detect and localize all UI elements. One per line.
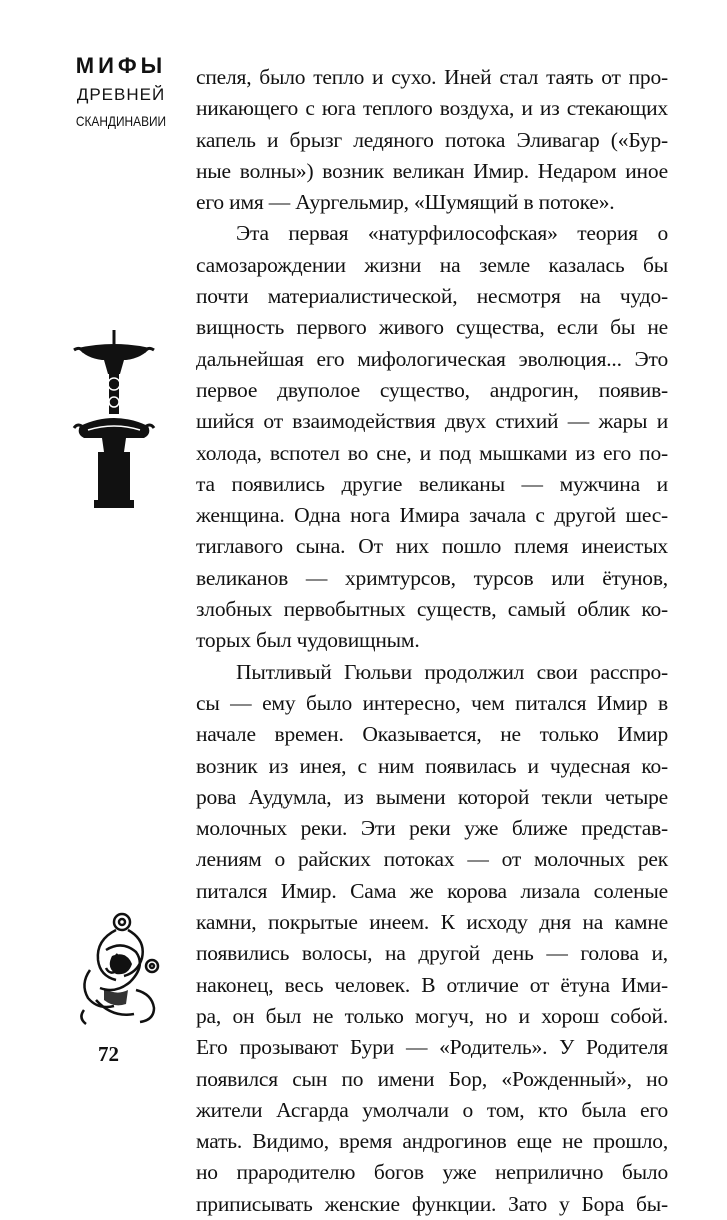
- text-line: вищность первого живого существа, если бы не: [196, 315, 668, 340]
- text-line: но прародителю богов уже неприлично было: [196, 1160, 668, 1185]
- text-line: его имя — Аургельмир, «Шумящий в потоке».: [196, 190, 615, 215]
- text-line: жители Асгарда умолчали о том, кто была его: [196, 1097, 668, 1122]
- page-number: 72: [98, 1042, 119, 1066]
- body-text: [196, 62, 668, 1220]
- text-line: появился сын по имени Бор, «Рожденный», но: [196, 1066, 668, 1091]
- text-line: торых был чудовищным.: [196, 628, 420, 653]
- text-line: великанов — хримтурсов, турсов или ётунов,: [196, 565, 668, 590]
- text-line: Эта первая «натурфилософская» теория о: [236, 221, 668, 246]
- text-line: Его прозывают Бури — «Родитель». У Родителя: [196, 1035, 668, 1060]
- text-line: появились волосы, на другой день — голова и,: [196, 941, 668, 966]
- text-line: шийся от взаимодействия двух стихий — жары и: [196, 409, 668, 434]
- text-line: женщина. Одна нога Имира зачала с другой шес-: [196, 503, 668, 528]
- running-header: [62, 52, 180, 132]
- text-line: молочных реки. Эти реки уже ближе представ-: [196, 816, 668, 841]
- text-line: мать. Видимо, время андрогинов еще не прошло,: [196, 1129, 668, 1154]
- text-line: начале времен. Оказывается, не только Имир: [196, 722, 668, 747]
- text-line: холода, вспотел во сне, и под мышками из его по-: [196, 440, 668, 465]
- text-line: почти материалистической, несмотря на чудо-: [196, 284, 668, 309]
- knotwork-ornament-icon: [76, 910, 166, 1028]
- text-line: злобных первобытных существ, самый облик ко-: [196, 597, 668, 622]
- text-line: сы — ему было интересно, чем питался Имир в: [196, 690, 668, 715]
- text-line: наконец, весь человек. В отличие от ётуна Ими-: [196, 972, 668, 997]
- text-line: капель и брызг ледяного потока Эливагар («Бур-: [196, 127, 668, 152]
- text-line: лениям о райских потоках — от молочных рек: [196, 847, 668, 872]
- text-line: ра, он был не только могуч, но и хорош собой.: [196, 1003, 668, 1028]
- text-line: возник из инея, с ним появилась и чудесная ко-: [196, 753, 668, 778]
- text-line: Пытливый Гюльви продолжил свои расспро-: [236, 659, 668, 684]
- book-title-line-1: МИФЫ: [75, 53, 167, 78]
- text-line: рова Аудумла, из вымени которой текли четыре: [196, 784, 668, 809]
- text-line: та появились другие великаны — мужчина и: [196, 471, 668, 496]
- text-line: ные волны») возник великан Имир. Недаром иное: [196, 158, 668, 183]
- text-line: камни, покрытые инеем. К исходу дня на камне: [196, 910, 668, 935]
- text-line: никающего с юга теплого воздуха, и из стекающих: [196, 96, 668, 121]
- text-line: дальнейшая его мифологическая эволюция... Это: [196, 346, 668, 371]
- text-line: тиглавого сына. От них пошло племя инеистых: [196, 534, 668, 559]
- text-line: первое двуполое существо, андрогин, появив-: [196, 377, 668, 402]
- book-title-line-3: СКАНДИНАВИИ: [75, 113, 167, 129]
- text-line: приписывать женские функции. Зато у Бора бы-: [196, 1191, 668, 1216]
- text-line: спеля, было тепло и сухо. Иней стал таять от про-: [196, 65, 668, 89]
- text-line: питался Имир. Сама же корова лизала соленые: [196, 878, 668, 903]
- text-line: самозарождении жизни на земле казалась бы: [196, 252, 668, 277]
- book-title-line-2: ДРЕВНЕЙ: [76, 85, 166, 104]
- column-ornament-icon: [72, 330, 156, 510]
